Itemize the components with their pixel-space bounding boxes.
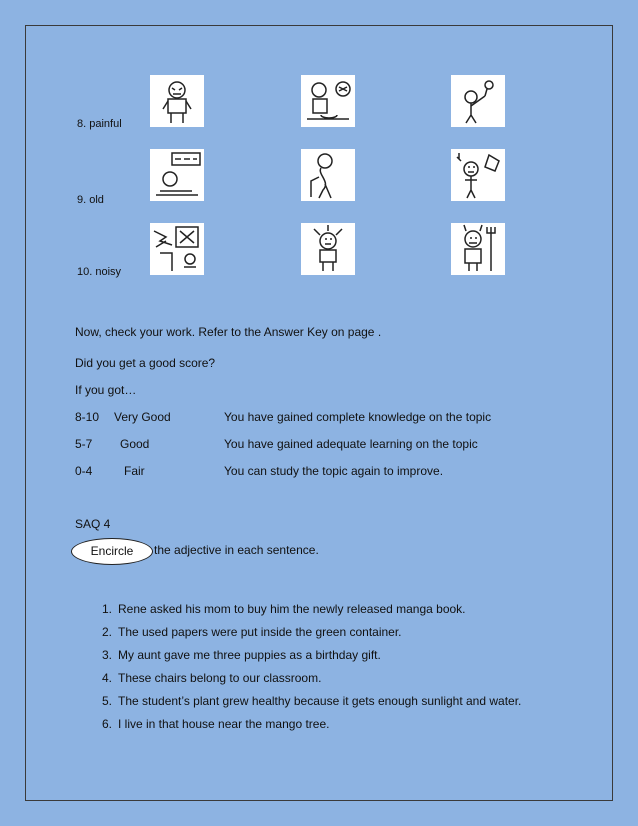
- saq-title: SAQ 4: [75, 517, 111, 531]
- good-score-question: Did you get a good score?: [75, 356, 216, 370]
- quiz-item-label: 8. painful: [77, 118, 122, 130]
- sentence-text[interactable]: The used papers were put inside the green container.: [118, 625, 402, 639]
- score-description: You have gained complete knowledge on the topic: [224, 410, 492, 424]
- score-range: 5-7: [75, 437, 93, 451]
- sentence-list: [72, 598, 521, 736]
- instruction-text: the adjective in each sentence.: [154, 543, 319, 557]
- old-man-cane-icon[interactable]: [301, 149, 355, 201]
- list-item: 6. I live in that house near the mango tree.: [101, 717, 330, 731]
- list-item: 3. My aunt gave me three puppies as a birthday gift.: [101, 648, 381, 662]
- sleeping-man-icon[interactable]: [150, 149, 204, 201]
- bald-man-crying-icon[interactable]: [301, 223, 355, 275]
- sentence-text[interactable]: These chairs belong to our classroom.: [118, 671, 322, 685]
- sentence-text[interactable]: The student’s plant grew healthy because it gets enough sunlight and water.: [118, 694, 522, 708]
- man-holding-flower-icon[interactable]: [451, 75, 505, 127]
- score-range: 8-10: [75, 410, 100, 424]
- sick-man-eating-icon[interactable]: [301, 75, 355, 127]
- check-work-text: Now, check your work. Refer to the Answer Key on page .: [75, 325, 382, 339]
- score-description: You have gained adequate learning on the topic: [224, 437, 478, 451]
- quiz-item-label: 9. old: [77, 194, 104, 206]
- noisy-cat-broken-window-icon[interactable]: [150, 223, 204, 275]
- list-item: 4. These chairs belong to our classroom.: [101, 671, 322, 685]
- list-item: 1. Rene asked his mom to buy him the newly released manga book.: [101, 602, 466, 616]
- quiz-item-label: 10. noisy: [77, 266, 122, 278]
- sentence-text[interactable]: I live in that house near the mango tree.: [118, 717, 330, 731]
- score-rating: Good: [120, 437, 150, 451]
- score-description: You can study the topic again to improve.: [224, 464, 444, 478]
- angry-man-fireworks-icon[interactable]: [451, 149, 505, 201]
- score-rating: Fair: [124, 464, 145, 478]
- devil-with-trident-icon[interactable]: [451, 223, 505, 275]
- score-rating: Very Good: [114, 410, 171, 424]
- if-you-got-text: If you got…: [75, 383, 137, 397]
- encircle-oval: Encircle: [71, 538, 153, 565]
- score-range: 0-4: [75, 464, 93, 478]
- list-item: 5. The student’s plant grew healthy because it gets enough sunlight and water.: [101, 694, 522, 708]
- grumpy-man-icon[interactable]: [150, 75, 204, 127]
- sentence-text[interactable]: My aunt gave me three puppies as a birthday gift.: [118, 648, 381, 662]
- list-item: 2. The used papers were put inside the green container.: [101, 625, 402, 639]
- sentence-text[interactable]: Rene asked his mom to buy him the newly released manga book.: [118, 602, 466, 616]
